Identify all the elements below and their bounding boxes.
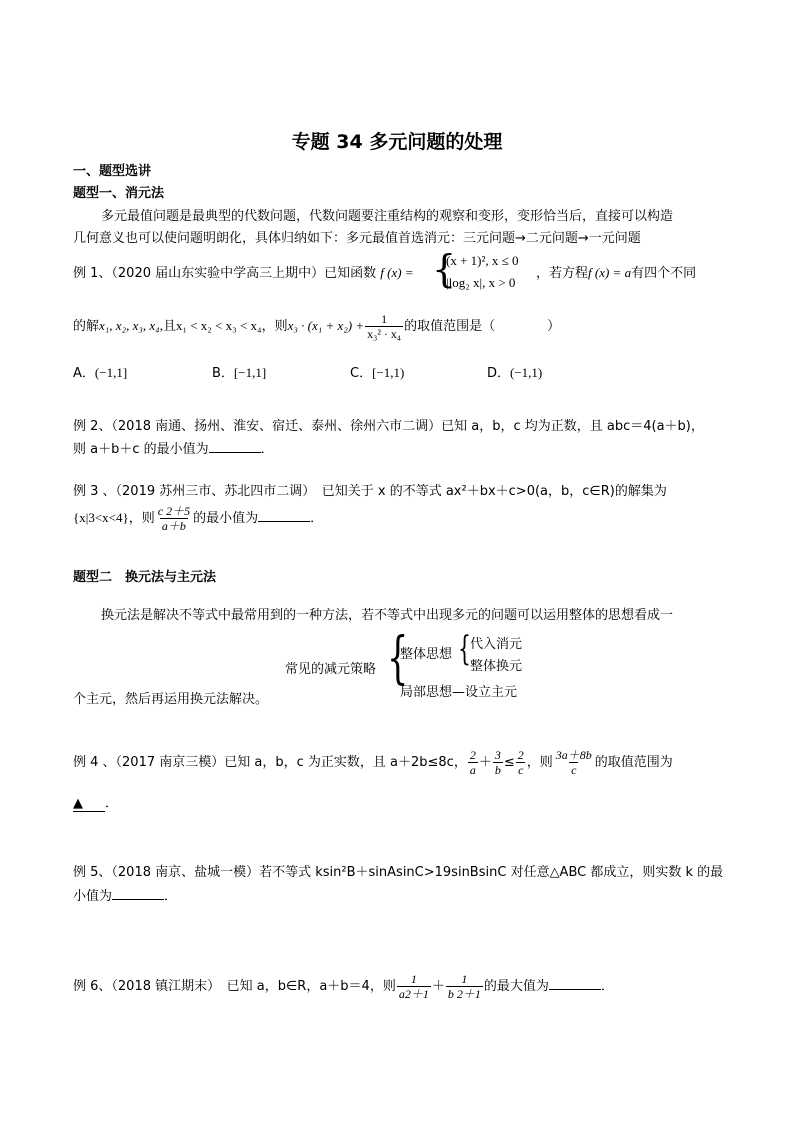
option-b-label: B． <box>212 366 234 381</box>
piecewise-case-2: |log₂ x|, x > 0 <box>446 275 516 290</box>
section-heading: 一、题型选讲 <box>73 164 152 179</box>
fraction-2-over-a <box>468 748 478 777</box>
triangle-marker: ▲ <box>73 796 83 811</box>
example-2-line2 <box>73 438 274 457</box>
type2-heading: 题型二 换元法与主元法 <box>73 570 217 585</box>
answer-blank <box>549 989 601 990</box>
example-5-line1: 例 5、（2018 南京、盐城一模）若不等式 ksin²B＋sinAsinC>19sinBsinC 对任意△ABC 都成立，则实数 k 的最 <box>73 865 724 880</box>
fraction-denominator: b <box>494 763 501 777</box>
example-4-line2 <box>73 792 118 812</box>
option-d-label: D． <box>487 366 511 381</box>
fraction-denominator: a2＋1 <box>398 987 429 1001</box>
option-a-value: (−1,1] <box>94 365 128 380</box>
local-idea-label: 局部思想—设立主元 <box>400 685 518 700</box>
example-1-fx: f (x) = <box>380 265 414 280</box>
option-b-value: [−1,1] <box>233 365 267 380</box>
example-4-then: ，则 <box>526 755 553 770</box>
fraction-denominator: a <box>469 763 476 777</box>
strategy-brace: { <box>387 626 409 691</box>
example-1-line1 <box>73 262 414 281</box>
example-5-line2 <box>73 885 177 904</box>
example-5-question: 小值为 <box>73 889 113 904</box>
strategy-label: 常见的减元策略 <box>285 662 377 677</box>
option-d-value: (−1,1) <box>510 365 543 380</box>
example-5-end: ． <box>164 889 178 904</box>
answer-blank <box>258 521 310 522</box>
example-6-line <box>73 972 614 1001</box>
piecewise-case-1: (x + 1)², x ≤ 0 <box>446 253 519 268</box>
example-1-suffix2: 有四个不同 <box>631 266 697 281</box>
example-1-fraction <box>365 312 403 341</box>
example-3-end: ． <box>310 511 324 526</box>
type1-intro-line1: 多元最值问题是最典型的代数问题，代数问题要注重结构的观察和变形，变形恰当后，直接可以构造 <box>101 209 674 224</box>
example-1-expression: x₃ · (x₁ + x₂) + <box>287 318 365 333</box>
example-4-end: ． <box>105 796 119 811</box>
sub-strategy-1: 代入消元 <box>470 637 523 652</box>
answer-blank <box>209 452 261 453</box>
option-c <box>350 362 404 381</box>
option-a-label: A． <box>73 366 95 381</box>
example-3-fraction <box>156 504 192 533</box>
answer-blank <box>112 899 164 900</box>
example-1-line2-suffix: 的取值范围是（ ） <box>404 319 561 334</box>
piecewise-brace: { <box>432 247 457 291</box>
example-1-vars: x₁, x₂, x₃, x₄ <box>99 318 160 333</box>
fraction-denominator: a＋b <box>161 519 186 533</box>
less-equal-sign: ≤ <box>503 755 515 770</box>
fraction-2-over-c <box>516 748 526 777</box>
example-3-tail: 的最小值为 <box>193 511 259 526</box>
whole-idea-brace: { <box>458 629 471 669</box>
example-6-suffix: 的最大值为 <box>483 979 549 994</box>
fraction-target <box>554 748 594 777</box>
option-a <box>73 362 127 381</box>
example-1-suffix: ，若方程 <box>536 266 589 281</box>
page-title: 专题 34 多元问题的处理 <box>291 131 503 153</box>
fraction-denominator: c <box>571 763 577 777</box>
example-1-prefix: 例 1、（2020 届山东实验中学高三上期中）已知函数 <box>73 266 377 281</box>
option-c-label: C． <box>350 366 373 381</box>
sub-strategy-2: 整体换元 <box>470 659 523 674</box>
example-3-then: ，则 <box>128 511 155 526</box>
fraction-numerator: 1 <box>381 312 388 326</box>
example-1-line1-end <box>536 262 696 281</box>
fraction-numerator: 2 <box>517 748 524 762</box>
fraction-numerator: 2 <box>469 748 476 762</box>
fraction-numerator: 3a＋8b <box>555 748 592 762</box>
plus-sign: ＋ <box>431 979 445 994</box>
example-6-end: ． <box>600 979 614 994</box>
option-b <box>212 362 266 381</box>
fraction-numerator: 1 <box>410 972 417 986</box>
option-d <box>487 362 542 381</box>
example-1-then: ，则 <box>261 319 288 334</box>
example-4-prefix: 例 4 、（2017 南京三模）已知 a，b，c 为正实数，且 a＋2b≤8c， <box>73 755 467 770</box>
example-2-question: 则 a＋b＋c 的最小值为 <box>73 442 209 457</box>
type2-intro-line1: 换元法是解决不等式中最常用到的一种方法，若不等式中出现多元的问题可以运用整体的思想看成一 <box>101 608 674 623</box>
fraction-numerator: 1 <box>461 972 468 986</box>
option-c-value: [−1,1) <box>372 365 405 380</box>
fraction-3-over-b <box>493 748 503 777</box>
example-1-condition: ,且x₁ < x₂ < x₃ < x₄ <box>159 318 262 333</box>
fraction-numerator: c 2＋5 <box>157 504 191 518</box>
answer-blank <box>73 796 105 812</box>
fraction-1-over-a2-plus-1 <box>397 972 431 1001</box>
example-6-prefix: 例 6、（2018 镇江期末） 已知 a，b∈R，a＋b＝4，则 <box>73 979 396 994</box>
fraction-denominator: c <box>518 763 524 777</box>
example-2-end: ． <box>260 442 274 457</box>
type1-intro-line2: 几何意义也可以使问题明朗化，具体归纳如下：多元最值首选消元：三元问题→二元问题→一元问题 <box>73 231 641 246</box>
fraction-1-over-b2-plus-1 <box>446 972 483 1001</box>
fraction-numerator: 3 <box>494 748 501 762</box>
example-1-line2-prefix: 的解 <box>73 319 100 334</box>
example-1-equation: f (x) = a <box>588 265 632 280</box>
example-4-suffix: 的取值范围为 <box>594 755 673 770</box>
example-3-set: {x|3<x<4} <box>73 510 129 525</box>
example-1-line2 <box>73 312 560 341</box>
example-3-line2 <box>73 504 323 533</box>
type1-heading: 题型一、消元法 <box>73 186 165 201</box>
fraction-denominator: x₃² · x₄ <box>367 327 402 341</box>
whole-idea-label: 整体思想 <box>400 647 453 662</box>
example-2-line1: 例 2、（2018 南通、扬州、淮安、宿迁、泰州、徐州六市二调）已知 a，b，c 均为正数，且 abc＝4(a＋b)， <box>73 419 704 434</box>
example-3-line1: 例 3 、（2019 苏州三市、苏北四市二调） 已知关于 x 的不等式 ax²＋bx＋c>0(a，b，c∈R)的解集为 <box>73 484 667 499</box>
fraction-denominator: b 2＋1 <box>447 987 481 1001</box>
example-4-line1: 例 4 、（2017 南京三模）已知 a，b，c 为正实数，且 a＋2b≤8c， $\frac{2}{a}$ ＋ $\frac{3}{b}$ ≤ $\frac{2}{c}$ ，则 $\frac{3a+8b}{c}$ 的取值范围为 <box>73 748 673 777</box>
type2-intro-line2: 个主元，然后再运用换元法解决。 <box>73 692 269 707</box>
